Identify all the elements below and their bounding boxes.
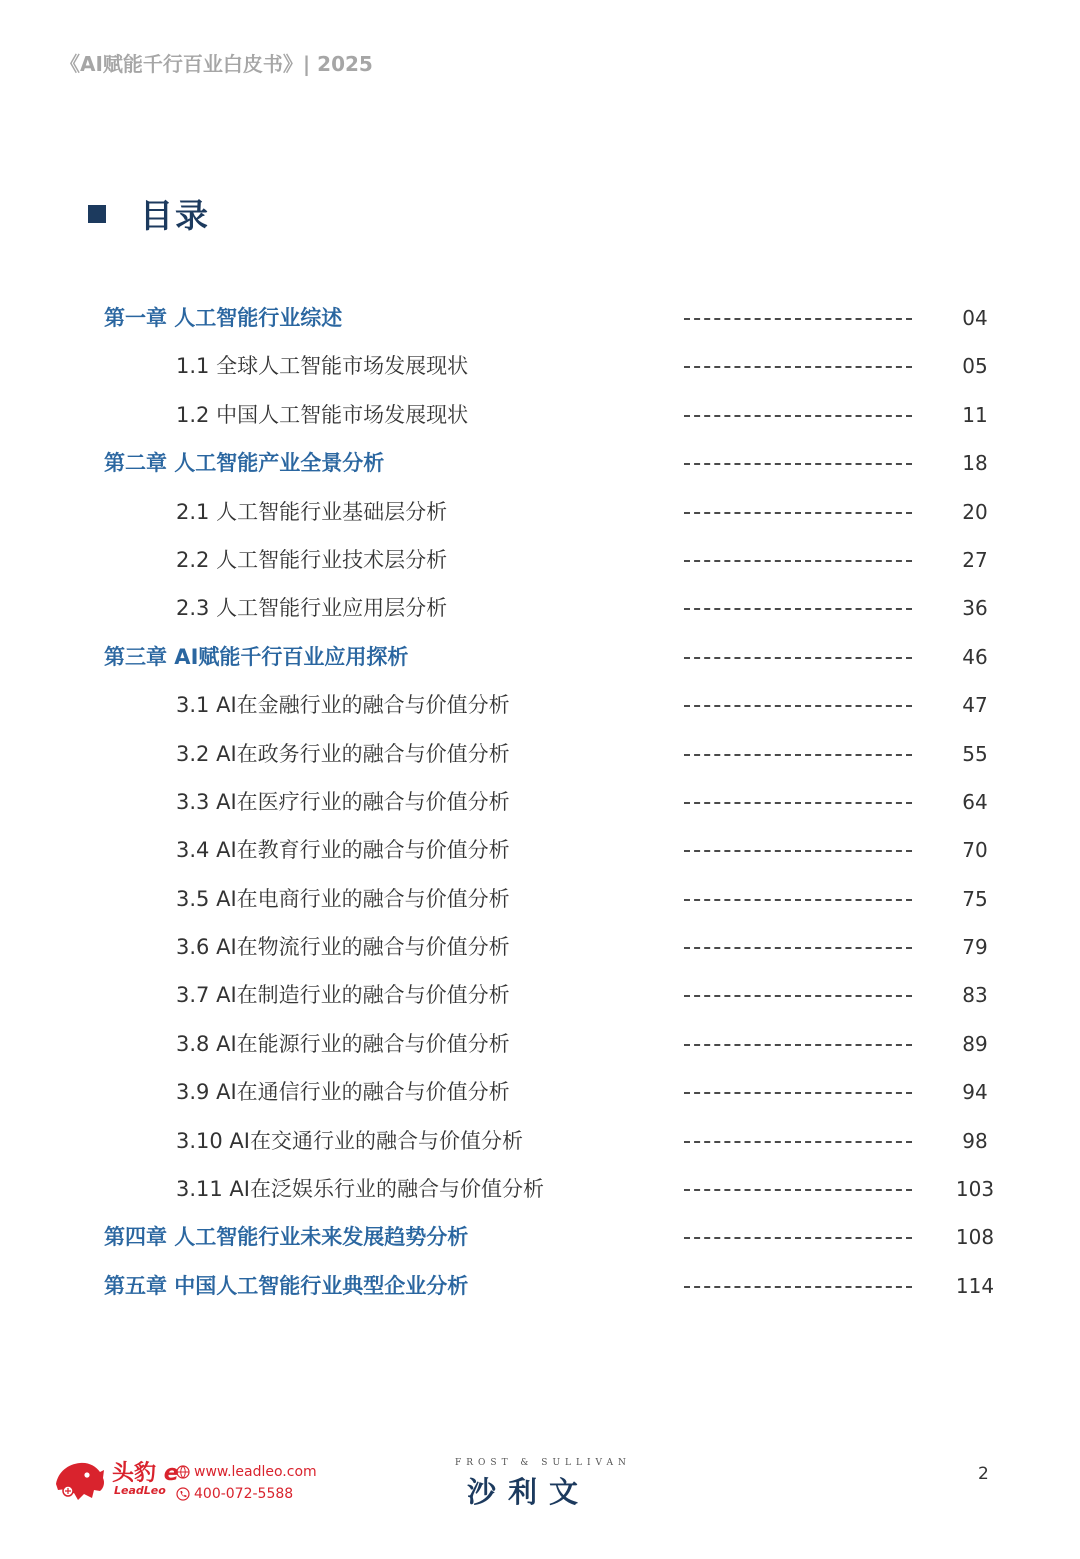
toc-dot-leader <box>684 850 912 852</box>
leadleo-name-en: LeadLeo <box>114 1484 166 1497</box>
toc-section-entry[interactable] <box>0 1068 1080 1116</box>
toc-entry-title: 1.1 全球人工智能市场发展现状 <box>176 354 469 379</box>
toc-dot-leader <box>684 995 912 997</box>
toc-dot-leader <box>684 560 912 562</box>
toc-page-number: 79 <box>962 935 988 960</box>
toc-dot-leader <box>684 318 912 320</box>
toc-page-number: 18 <box>962 451 988 476</box>
toc-section-entry[interactable] <box>0 875 1080 923</box>
toc-dot-leader <box>684 415 912 417</box>
toc-dot-leader <box>684 754 912 756</box>
toc-dot-leader <box>684 1044 912 1046</box>
toc-dot-leader <box>684 1141 912 1143</box>
toc-section-entry[interactable] <box>0 923 1080 971</box>
toc-section-entry[interactable] <box>0 584 1080 632</box>
toc-entry-title: 3.3 AI在医疗行业的融合与价值分析 <box>176 789 510 814</box>
toc-dot-leader <box>684 899 912 901</box>
toc-page-number: 05 <box>962 354 988 379</box>
toc-page-number: 27 <box>962 547 988 572</box>
toc-entry-title: 3.9 AI在通信行业的融合与价值分析 <box>176 1080 510 1105</box>
website-url: www.leadleo.com <box>194 1464 317 1480</box>
toc-entry-title: 3.1 AI在金融行业的融合与价值分析 <box>176 693 510 718</box>
toc-entry-title: 3.2 AI在政务行业的融合与价值分析 <box>176 741 510 766</box>
heading-square-marker <box>88 205 106 223</box>
toc-entry-title: 第四章 人工智能行业未来发展趋势分析 <box>104 1225 469 1250</box>
toc-entry-title: 3.11 AI在泛娱乐行业的融合与价值分析 <box>176 1177 544 1202</box>
toc-section-entry[interactable] <box>0 1165 1080 1213</box>
toc-entry-title: 第五章 中国人工智能行业典型企业分析 <box>104 1273 469 1298</box>
toc-chapter-entry[interactable] <box>0 633 1080 681</box>
toc-section-entry[interactable] <box>0 730 1080 778</box>
phone-contact <box>176 1486 293 1502</box>
toc-dot-leader <box>684 1092 912 1094</box>
toc-entry-title: 第二章 人工智能产业全景分析 <box>104 451 385 476</box>
toc-chapter-entry[interactable] <box>0 439 1080 487</box>
toc-page-number: 103 <box>955 1177 995 1202</box>
frost-sullivan-cn: 沙利文 <box>467 1475 591 1509</box>
toc-section-entry[interactable] <box>0 536 1080 584</box>
frost-sullivan-logo <box>455 1458 630 1508</box>
toc-entry-title: 3.7 AI在制造行业的融合与价值分析 <box>176 983 510 1008</box>
toc-page-number: 47 <box>962 693 988 718</box>
leopard-head-icon <box>54 1458 106 1502</box>
toc-entry-title: 3.5 AI在电商行业的融合与价值分析 <box>176 886 510 911</box>
toc-entry-title: 3.10 AI在交通行业的融合与价值分析 <box>176 1128 523 1153</box>
leadleo-logo <box>54 1456 324 1506</box>
toc-dot-leader <box>684 802 912 804</box>
toc-entry-title: 3.8 AI在能源行业的融合与价值分析 <box>176 1031 510 1056</box>
toc-dot-leader <box>684 1286 912 1288</box>
toc-page-number: 98 <box>962 1128 988 1153</box>
toc-dot-leader <box>684 705 912 707</box>
toc-entry-title: 3.4 AI在教育行业的融合与价值分析 <box>176 838 510 863</box>
toc-section-entry[interactable] <box>0 826 1080 874</box>
toc-section-entry[interactable] <box>0 1117 1080 1165</box>
toc-page-number: 04 <box>962 306 988 330</box>
toc-section-entry[interactable] <box>0 342 1080 390</box>
toc-dot-leader <box>684 608 912 610</box>
toc-page-number: 64 <box>962 789 988 814</box>
toc-dot-leader <box>684 366 912 368</box>
toc-entry-title: 2.3 人工智能行业应用层分析 <box>176 596 448 621</box>
toc-chapter-entry[interactable] <box>0 294 1080 342</box>
toc-dot-leader <box>684 1189 912 1191</box>
toc-chapter-entry[interactable] <box>0 1262 1080 1310</box>
toc-page-number: 114 <box>955 1273 995 1298</box>
phone-number: 400-072-5588 <box>194 1486 294 1502</box>
toc-page-number: 11 <box>962 402 988 427</box>
toc-page-number: 70 <box>962 838 988 863</box>
toc-heading <box>88 190 210 237</box>
toc-page-number: 83 <box>962 983 988 1008</box>
toc-section-entry[interactable] <box>0 1020 1080 1068</box>
toc-section-entry[interactable] <box>0 488 1080 536</box>
leadleo-name-cn: 头豹 e <box>112 1461 179 1486</box>
toc-dot-leader <box>684 512 912 514</box>
running-header: 《AI赋能千行百业白皮书》| 2025 <box>60 52 373 76</box>
phone-icon <box>176 1487 190 1501</box>
toc-page-number: 36 <box>962 596 988 621</box>
toc-dot-leader <box>684 657 912 659</box>
toc-entry-title: 1.2 中国人工智能市场发展现状 <box>176 402 469 427</box>
toc-section-entry[interactable] <box>0 681 1080 729</box>
toc-page-number: 55 <box>962 741 988 766</box>
toc-entry-title: 第三章 AI赋能千行百业应用探析 <box>104 644 409 669</box>
toc-page-number: 46 <box>962 644 988 669</box>
toc-section-entry[interactable] <box>0 391 1080 439</box>
toc-entry-title: 2.2 人工智能行业技术层分析 <box>176 547 448 572</box>
table-of-contents <box>0 294 1080 1310</box>
toc-page-number: 89 <box>962 1031 988 1056</box>
toc-page-number: 94 <box>962 1080 988 1105</box>
toc-entry-title: 3.6 AI在物流行业的融合与价值分析 <box>176 935 510 960</box>
toc-page-number: 75 <box>962 886 988 911</box>
toc-page-number: 108 <box>955 1225 995 1250</box>
toc-dot-leader <box>684 1237 912 1239</box>
toc-entry-title: 第一章 人工智能行业综述 <box>104 306 343 330</box>
toc-dot-leader <box>684 463 912 465</box>
toc-dot-leader <box>684 947 912 949</box>
globe-icon <box>176 1465 190 1479</box>
toc-chapter-entry[interactable] <box>0 1213 1080 1261</box>
page-number: 2 <box>978 1464 989 1484</box>
frost-sullivan-en: FROST & SULLIVAN <box>455 1458 631 1468</box>
page-title: 目录 <box>140 196 210 235</box>
toc-page-number: 20 <box>962 499 988 524</box>
toc-entry-title: 2.1 人工智能行业基础层分析 <box>176 499 448 524</box>
toc-section-entry[interactable] <box>0 778 1080 826</box>
toc-section-entry[interactable] <box>0 971 1080 1019</box>
website-contact <box>176 1464 317 1480</box>
